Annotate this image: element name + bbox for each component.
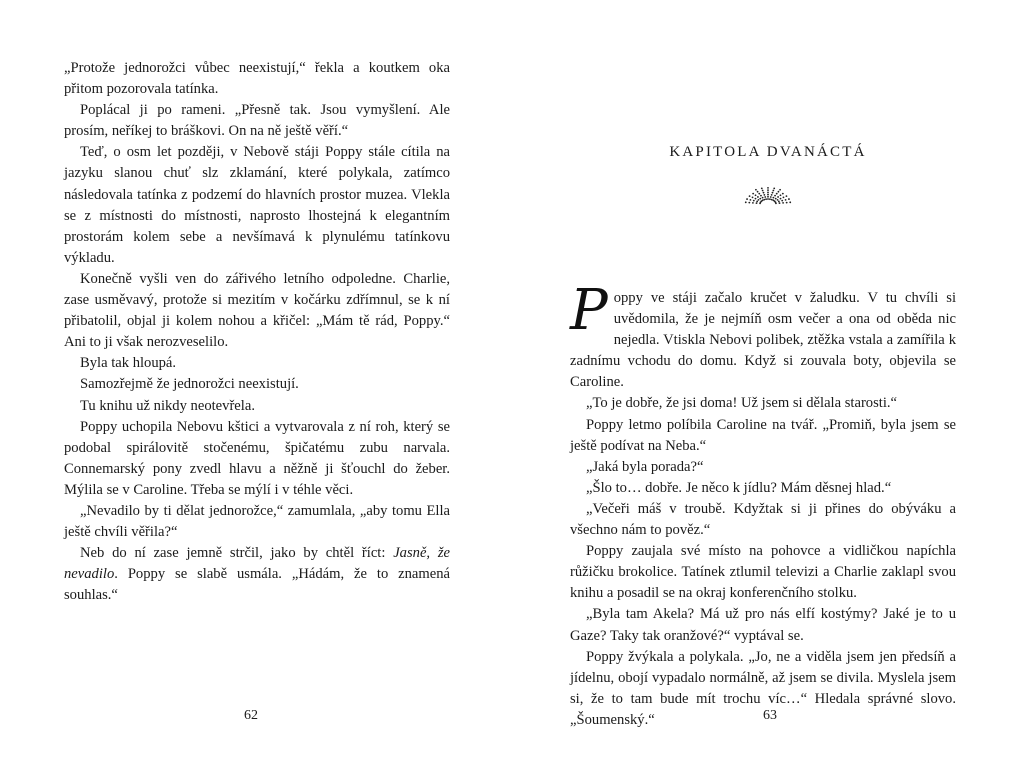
chapter-title: KAPITOLA DVANÁCTÁ [669,144,867,160]
text-run: oppy ve stáji začalo kručet v žaludku. V tu chvíli si uvědomila, že je nejmíň osm večer a ona od oběda nic nejedla. Vtiskla Nebovi polibek, ztěžka vstala a zamířila k zadnímu vchodu do domu. Když si zouvala boty, objevila se Caroline. [570,290,956,391]
left-page-text [64,58,450,606]
text-run: . Poppy se slabě usmála. „Hádám, že to znamená souhlas.“ [64,566,450,604]
right-page [512,0,1024,766]
paragraph: Samozřejmě že jednorožci neexistují. [80,376,299,393]
dropcap: P [570,278,608,343]
paragraph: „Večeři máš v troubě. Kdyžtak si ji přines do obýváku a všechno nám to pověz.“ [570,500,956,539]
paragraph: Poplácal ji po rameni. „Přesně tak. Jsou vymyšlení. Ale prosím, neříkej to bráškovi. On na ně ještě věří.“ [64,102,450,140]
page-number: 62 [244,708,258,723]
paragraph [570,278,956,393]
paragraph: „Byla tam Akela? Má už pro nás elfí kostýmy? Jaké je to u Gaze? Taky tak oranžové?“ vyptával se. [570,606,956,644]
paragraph: „To je dobře, že jsi doma! Už jsem si dělala starosti.“ [586,395,898,412]
text-run: Neb do ní zase jemně strčil, jako by chtěl říct: [80,545,394,562]
paragraph: Teď, o osm let později, v Nebově stáji Poppy stále cítila na jazyku slanou chuť slz zklamání, které polykala, zatímco následovala tatínka z podzemí do hlavních prostor muzea. Vlekla se z místnosti do místnosti, naprosto lhostejná k elegantním prostorám kolem sebe a nevšímavá k plynulému tatínkovu výkladu. [64,144,450,266]
paragraph: Poppy zaujala své místo na pohovce a vidličkou napíchla růžičku brokolice. Tatínek ztlumil televizi a Charlie zaklapl svou knihu a posadil se na okraj konferenčního stolku. [570,543,956,602]
paragraph: Poppy uchopila Nebovu kštici a vytvarovala z ní roh, který se podobal spirálovitě stočenému, špičatému zubu narvala. Connemarský pony zvedl hlavu a něžně ji šťouchl do žeber. Mýlila se v Caroline. Třeba se mýlí i v téhle věci. [64,418,450,498]
paragraph: Poppy letmo políbila Caroline na tvář. „Promiň, byla jsem se ještě podívat na Neba.“ [570,416,956,454]
paragraph: Tu knihu už nikdy neotevřela. [80,397,255,414]
page-number: 63 [763,708,777,723]
sunburst-ornament-icon [512,172,1024,206]
paragraph: „Protože jednorožci vůbec neexistují,“ řekla a koutkem oka přitom pozorovala tatínka. [64,60,450,98]
paragraph: „Nevadilo by ti dělat jednorožce,“ zamumlala, „aby tomu Ella ještě chvíli věřila?“ [64,502,450,541]
paragraph [64,543,450,606]
paragraph: „Šlo to… dobře. Je něco k jídlu? Mám děsnej hlad.“ [586,479,892,496]
right-page-text [570,278,956,731]
paragraph: Poppy žvýkala a polykala. „Jo, ne a viděla jsem jen předsíň a jídelnu, obojí vypadalo normálně, až jsem se divila. Myslela jsem si, že to tam bude mít trochu víc…“ Hledala správné slovo. „Šoumenský.“ [570,648,956,728]
paragraph: Byla tak hloupá. [80,355,177,372]
paragraph: Konečně vyšli ven do zářivého letního odpoledne. Charlie, zase usměvavý, protože si mezitím v kočárku zdřímnul, se k ní přibatolil, objal ji kolem nohou a křičel: „Mám tě rád, Poppy.“ Ani to ji však nerozveselilo. [64,270,450,351]
paragraph: „Jaká byla porada?“ [586,458,704,475]
italic-text: Jasně, že nevadilo [64,545,450,583]
